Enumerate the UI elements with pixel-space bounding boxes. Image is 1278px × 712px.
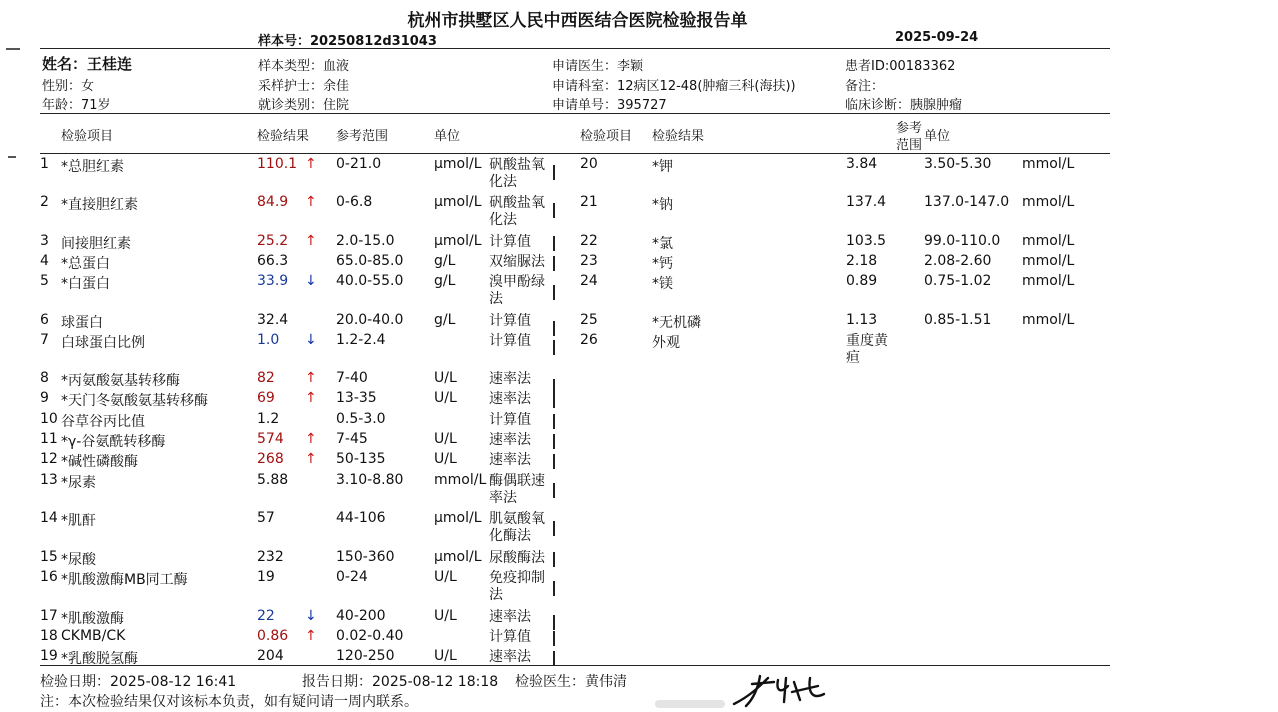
test-item-name: 球蛋白 bbox=[61, 315, 103, 331]
column-separator bbox=[553, 454, 555, 469]
reference-range: 13-35 bbox=[336, 390, 377, 406]
test-result: 137.4 bbox=[846, 194, 887, 210]
reference-range: 0-6.8 bbox=[336, 194, 373, 210]
row-number: 4 bbox=[40, 253, 49, 269]
unit: μmol/L bbox=[434, 194, 482, 210]
test-method: 矾酸盐氧化法 bbox=[489, 157, 545, 190]
test-result: 1.13 bbox=[846, 312, 878, 328]
arrow-down-icon: ↓ bbox=[305, 608, 317, 624]
unit: mmol/L bbox=[1022, 273, 1075, 289]
column-separator bbox=[553, 203, 555, 218]
reference-range: 150-360 bbox=[336, 549, 395, 565]
row-number: 7 bbox=[40, 332, 49, 348]
signature-icon bbox=[730, 672, 830, 708]
reference-range: 40-200 bbox=[336, 608, 386, 624]
column-separator bbox=[553, 165, 555, 180]
test-result: 1.2 bbox=[257, 411, 280, 427]
reference-range: 65.0-85.0 bbox=[336, 253, 404, 269]
column-separator bbox=[553, 379, 555, 394]
unit: mmol/L bbox=[1022, 312, 1075, 328]
test-item-name: *钾 bbox=[652, 159, 673, 175]
arrow-up-icon: ↑ bbox=[305, 370, 317, 386]
col-header-result-2: 检验结果 bbox=[652, 129, 705, 144]
arrow-up-icon: ↑ bbox=[305, 194, 317, 210]
test-result: 232 bbox=[257, 549, 284, 565]
reference-range: 7-45 bbox=[336, 431, 368, 447]
row-number: 21 bbox=[580, 194, 598, 210]
test-method: 速率法 bbox=[489, 371, 531, 387]
remark: 备注： bbox=[845, 79, 885, 94]
test-item-name: 谷草谷丙比值 bbox=[61, 414, 145, 430]
reference-range: 44-106 bbox=[336, 510, 386, 526]
test-item-name: *氯 bbox=[652, 236, 673, 252]
test-result: 0.89 bbox=[846, 273, 878, 289]
signature bbox=[730, 672, 830, 708]
row-number: 2 bbox=[40, 194, 49, 210]
arrow-up-icon: ↑ bbox=[305, 156, 317, 172]
test-method: 计算值 bbox=[489, 234, 531, 250]
application-number: 申请单号：395727 bbox=[552, 98, 667, 113]
test-method: 溴甲酚绿法 bbox=[489, 274, 545, 307]
test-item-name: CKMB/CK bbox=[61, 628, 126, 644]
reference-range: 0.02-0.40 bbox=[336, 628, 404, 644]
column-separator bbox=[553, 552, 555, 567]
patient-id: 患者ID:00183362 bbox=[845, 59, 956, 74]
arrow-up-icon: ↑ bbox=[305, 233, 317, 249]
unit: g/L bbox=[434, 253, 456, 269]
unit: μmol/L bbox=[434, 510, 482, 526]
test-result: 2.18 bbox=[846, 253, 878, 269]
reference-range: 120-250 bbox=[336, 648, 395, 664]
row-number: 15 bbox=[40, 549, 58, 565]
col-header-item: 检验项目 bbox=[61, 129, 114, 144]
reference-range: 1.2-2.4 bbox=[336, 332, 386, 348]
row-number: 25 bbox=[580, 312, 598, 328]
divider bbox=[40, 48, 1110, 49]
column-separator bbox=[553, 393, 555, 408]
test-result: 5.88 bbox=[257, 472, 289, 488]
row-number: 9 bbox=[40, 390, 49, 406]
patient-name: 姓名：王桂连 bbox=[42, 55, 133, 73]
reference-range: 99.0-110.0 bbox=[924, 233, 1001, 249]
footer-note: 注：本次检验结果仅对该标本负责，如有疑问请一周内联系。 bbox=[40, 694, 418, 710]
test-result: 66.3 bbox=[257, 253, 289, 269]
col-header-range-2a: 参考 bbox=[896, 121, 923, 136]
unit: U/L bbox=[434, 390, 457, 406]
column-separator bbox=[553, 581, 555, 596]
test-item-name: *肌酸激酶 bbox=[61, 611, 124, 627]
test-method: 肌氨酸氧化酶法 bbox=[489, 511, 545, 544]
reference-range: 137.0-147.0 bbox=[924, 194, 1010, 210]
test-item-name: *尿素 bbox=[61, 475, 96, 491]
unit: μmol/L bbox=[434, 549, 482, 565]
test-item-name: *直接胆红素 bbox=[61, 197, 138, 213]
test-method: 速率法 bbox=[489, 391, 531, 407]
test-item-name: *钙 bbox=[652, 256, 673, 272]
row-number: 13 bbox=[40, 472, 58, 488]
unit: g/L bbox=[434, 273, 456, 289]
column-separator bbox=[553, 483, 555, 498]
test-result: 110.1 bbox=[257, 156, 298, 172]
test-method: 计算值 bbox=[489, 412, 531, 428]
row-number: 26 bbox=[580, 332, 598, 348]
reference-range: 0-24 bbox=[336, 569, 368, 585]
row-number: 20 bbox=[580, 156, 598, 172]
reference-range: 0.85-1.51 bbox=[924, 312, 992, 328]
test-method: 计算值 bbox=[489, 333, 531, 349]
test-item-name: *钠 bbox=[652, 197, 673, 213]
scan-mark bbox=[8, 156, 16, 158]
arrow-down-icon: ↓ bbox=[305, 332, 317, 348]
unit: U/L bbox=[434, 569, 457, 585]
reference-range: 3.10-8.80 bbox=[336, 472, 404, 488]
test-method: 尿酸酶法 bbox=[489, 550, 545, 566]
test-method: 免疫抑制法 bbox=[489, 570, 545, 603]
column-separator bbox=[553, 521, 555, 536]
test-item-name: *乳酸脱氢酶 bbox=[61, 651, 138, 667]
test-item-name: *总蛋白 bbox=[61, 256, 110, 272]
unit: U/L bbox=[434, 451, 457, 467]
arrow-down-icon: ↓ bbox=[305, 273, 317, 289]
column-separator bbox=[553, 285, 555, 300]
test-method: 速率法 bbox=[489, 432, 531, 448]
column-separator bbox=[553, 651, 555, 666]
test-method: 速率法 bbox=[489, 609, 531, 625]
row-number: 6 bbox=[40, 312, 49, 328]
col-header-unit-2: 单位 bbox=[924, 129, 951, 144]
requesting-dept: 申请科室：12病区12-48(肿瘤三科(海扶)) bbox=[552, 79, 796, 94]
visit-type: 就诊类别：住院 bbox=[258, 98, 350, 113]
col-header-range-2b: 范围 bbox=[896, 138, 923, 153]
unit: mmol/L bbox=[1022, 253, 1075, 269]
test-method: 计算值 bbox=[489, 629, 531, 645]
test-result: 3.84 bbox=[846, 156, 878, 172]
report-date-top: 2025-09-24 bbox=[895, 30, 979, 45]
col-header-unit: 单位 bbox=[434, 129, 461, 144]
test-doctor: 检验医生：黄伟清 bbox=[515, 674, 627, 690]
test-result: 57 bbox=[257, 510, 275, 526]
reference-range: 3.50-5.30 bbox=[924, 156, 992, 172]
column-separator bbox=[553, 434, 555, 449]
column-separator bbox=[553, 414, 555, 429]
row-number: 17 bbox=[40, 608, 58, 624]
test-item-name: *无机磷 bbox=[652, 315, 701, 331]
reference-range: 2.0-15.0 bbox=[336, 233, 395, 249]
arrow-up-icon: ↑ bbox=[305, 451, 317, 467]
sample-number: 样本号：20250812d31043 bbox=[258, 34, 437, 49]
reference-range: 0.5-3.0 bbox=[336, 411, 386, 427]
column-separator bbox=[553, 236, 555, 251]
test-method: 速率法 bbox=[489, 452, 531, 468]
requesting-doctor: 申请医生：李颖 bbox=[552, 59, 644, 74]
reference-range: 0.75-1.02 bbox=[924, 273, 992, 289]
test-item-name: *白蛋白 bbox=[61, 276, 110, 292]
column-separator bbox=[553, 340, 555, 355]
row-number: 23 bbox=[580, 253, 598, 269]
unit: U/L bbox=[434, 608, 457, 624]
divider bbox=[40, 665, 1110, 666]
patient-age: 年龄：71岁 bbox=[42, 98, 111, 113]
unit: mmol/L bbox=[1022, 194, 1075, 210]
column-separator bbox=[553, 615, 555, 630]
test-item-name: *镁 bbox=[652, 276, 673, 292]
test-result: 19 bbox=[257, 569, 275, 585]
test-item-name: 外观 bbox=[652, 335, 680, 351]
test-item-name: 间接胆红素 bbox=[61, 236, 131, 252]
reference-range: 2.08-2.60 bbox=[924, 253, 992, 269]
test-item-name: *天门冬氨酸氨基转移酶 bbox=[61, 393, 208, 409]
column-separator bbox=[553, 631, 555, 646]
arrow-up-icon: ↑ bbox=[305, 628, 317, 644]
reference-range: 0-21.0 bbox=[336, 156, 382, 172]
row-number: 14 bbox=[40, 510, 58, 526]
unit: mmol/L bbox=[434, 472, 487, 488]
unit: mmol/L bbox=[1022, 156, 1075, 172]
clinical-diagnosis: 临床诊断：胰腺肿瘤 bbox=[845, 98, 963, 113]
unit: U/L bbox=[434, 648, 457, 664]
test-method: 速率法 bbox=[489, 649, 531, 665]
arrow-up-icon: ↑ bbox=[305, 431, 317, 447]
row-number: 12 bbox=[40, 451, 58, 467]
test-item-name: *碱性磷酸酶 bbox=[61, 454, 138, 470]
unit: μmol/L bbox=[434, 156, 482, 172]
test-item-name: *尿酸 bbox=[61, 552, 96, 568]
test-result: 33.9 bbox=[257, 273, 289, 289]
row-number: 10 bbox=[40, 411, 58, 427]
report-title: 杭州市拱墅区人民中西医结合医院检验报告单 bbox=[407, 11, 748, 31]
test-result: 69 bbox=[257, 390, 275, 406]
col-header-item-2: 检验项目 bbox=[580, 129, 633, 144]
row-number: 16 bbox=[40, 569, 58, 585]
report-date: 报告日期：2025-08-12 18:18 bbox=[302, 674, 499, 690]
patient-sex: 性别：女 bbox=[42, 79, 95, 94]
reference-range: 40.0-55.0 bbox=[336, 273, 404, 289]
sampling-nurse: 采样护士：余佳 bbox=[258, 79, 350, 94]
unit: U/L bbox=[434, 431, 457, 447]
row-number: 3 bbox=[40, 233, 49, 249]
column-separator bbox=[553, 256, 555, 271]
arrow-up-icon: ↑ bbox=[305, 390, 317, 406]
divider bbox=[40, 113, 1110, 114]
row-number: 24 bbox=[580, 273, 598, 289]
scan-mark bbox=[6, 48, 20, 50]
column-separator bbox=[553, 321, 555, 336]
test-result: 82 bbox=[257, 370, 275, 386]
unit: mmol/L bbox=[1022, 233, 1075, 249]
test-item-name: *γ-谷氨酰转移酶 bbox=[61, 434, 166, 450]
test-item-name: *肌酸激酶MB同工酶 bbox=[61, 572, 188, 588]
smudge bbox=[655, 700, 725, 708]
row-number: 8 bbox=[40, 370, 49, 386]
test-method: 计算值 bbox=[489, 313, 531, 329]
test-result: 268 bbox=[257, 451, 284, 467]
reference-range: 7-40 bbox=[336, 370, 368, 386]
divider bbox=[40, 153, 1110, 154]
test-method: 矾酸盐氧化法 bbox=[489, 195, 545, 228]
unit: g/L bbox=[434, 312, 456, 328]
unit: U/L bbox=[434, 370, 457, 386]
test-result: 1.0 bbox=[257, 332, 280, 348]
test-result: 重度黄疸 bbox=[846, 333, 888, 366]
test-item-name: *肌酐 bbox=[61, 513, 96, 529]
row-number: 18 bbox=[40, 628, 58, 644]
row-number: 11 bbox=[40, 431, 58, 447]
test-item-name: *丙氨酸氨基转移酶 bbox=[61, 373, 180, 389]
test-result: 22 bbox=[257, 608, 275, 624]
row-number: 1 bbox=[40, 156, 49, 172]
test-result: 32.4 bbox=[257, 312, 289, 328]
unit: μmol/L bbox=[434, 233, 482, 249]
row-number: 5 bbox=[40, 273, 49, 289]
test-result: 25.2 bbox=[257, 233, 289, 249]
test-result: 574 bbox=[257, 431, 284, 447]
test-result: 84.9 bbox=[257, 194, 289, 210]
test-method: 酶偶联速率法 bbox=[489, 473, 545, 506]
test-result: 204 bbox=[257, 648, 284, 664]
test-item-name: *总胆红素 bbox=[61, 159, 124, 175]
test-item-name: 白球蛋白比例 bbox=[61, 335, 145, 351]
col-header-range: 参考范围 bbox=[336, 129, 389, 144]
col-header-result: 检验结果 bbox=[257, 129, 310, 144]
test-result: 0.86 bbox=[257, 628, 289, 644]
row-number: 22 bbox=[580, 233, 598, 249]
sample-type: 样本类型：血液 bbox=[258, 59, 350, 74]
test-result: 103.5 bbox=[846, 233, 887, 249]
reference-range: 20.0-40.0 bbox=[336, 312, 404, 328]
test-date: 检验日期：2025-08-12 16:41 bbox=[40, 674, 237, 690]
row-number: 19 bbox=[40, 648, 58, 664]
reference-range: 50-135 bbox=[336, 451, 386, 467]
test-method: 双缩脲法 bbox=[489, 254, 545, 270]
